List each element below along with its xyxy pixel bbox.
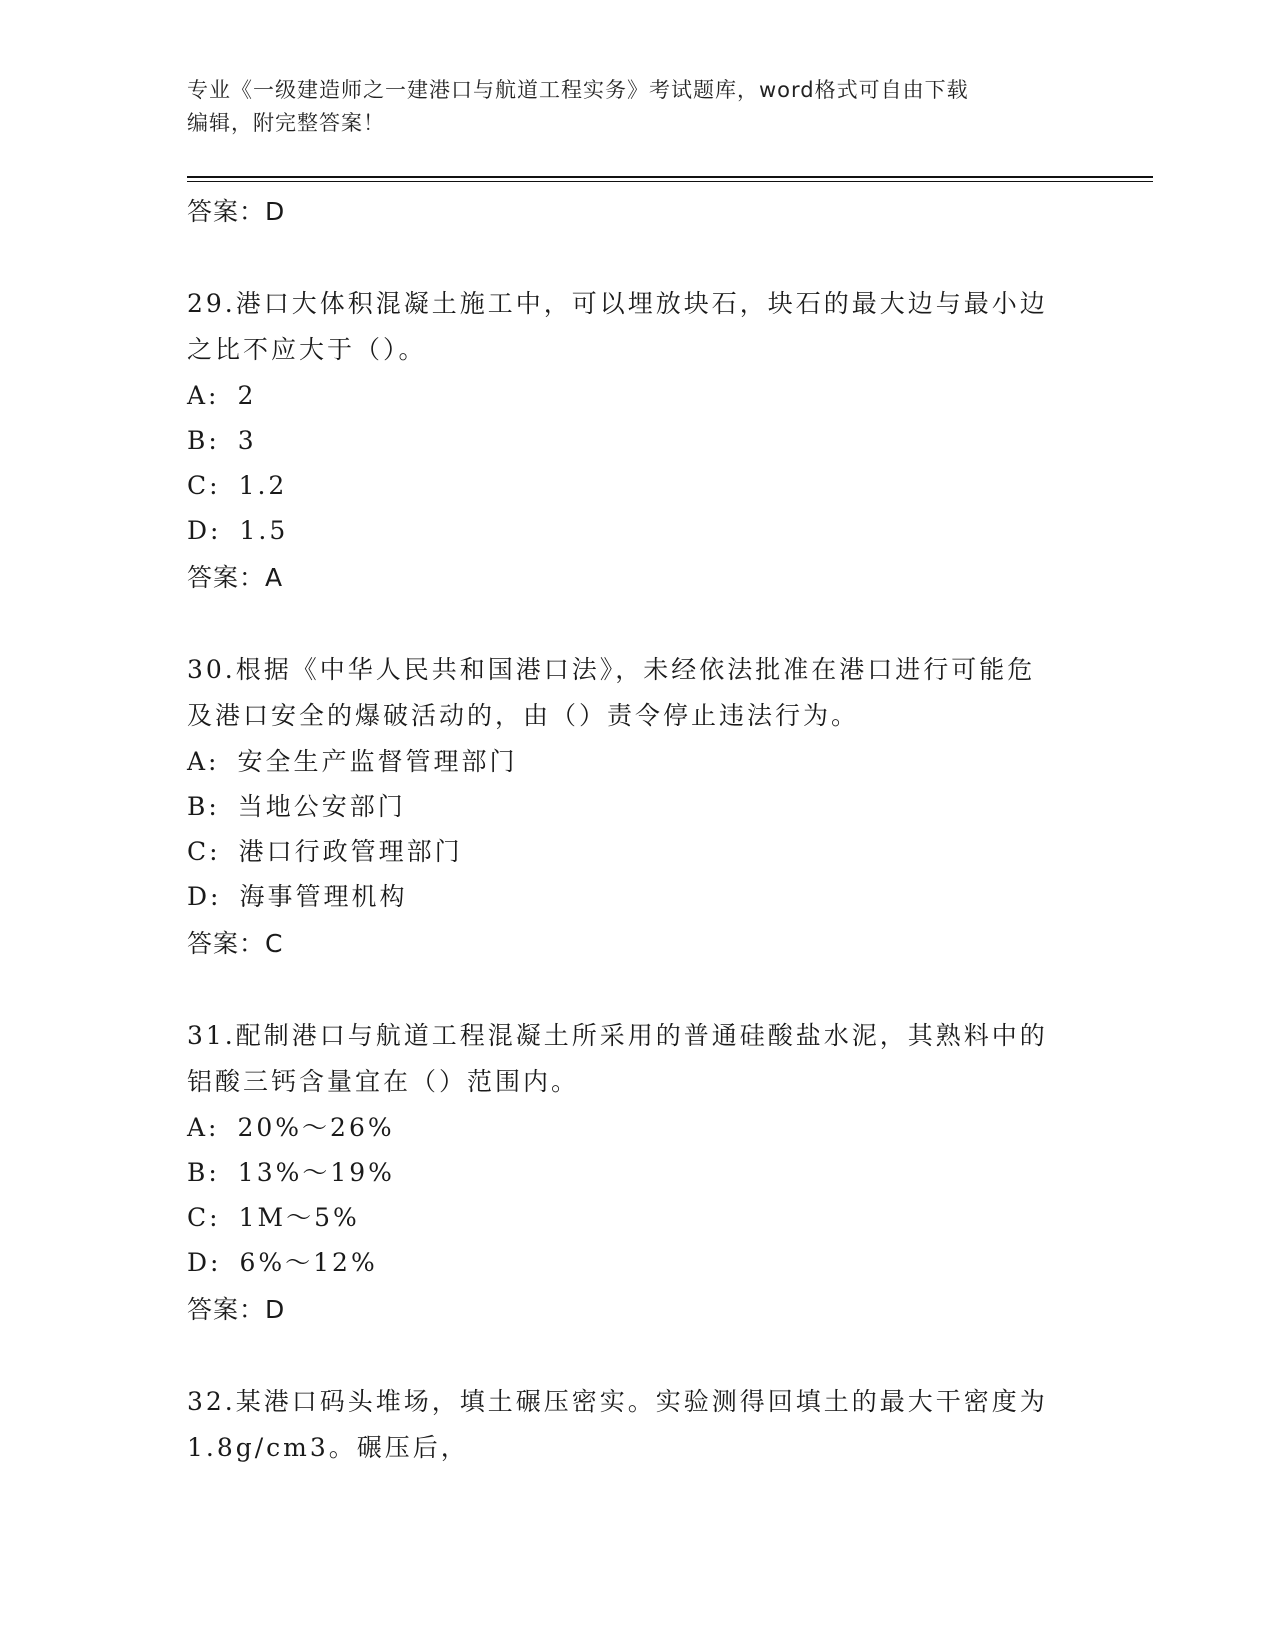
option-value: 2 (237, 381, 257, 410)
option-value: 6%～12% (239, 1248, 378, 1277)
option-value: 13%～19% (237, 1158, 395, 1187)
header-divider-thick (187, 176, 1153, 178)
option-d (187, 1240, 1087, 1285)
option-value: 3 (237, 426, 257, 455)
option-key: A: (187, 381, 220, 410)
option-value: 20%～26% (237, 1113, 395, 1142)
option-key: D: (187, 882, 222, 911)
option-value: 当地公安部门 (237, 792, 406, 821)
option-key: C: (187, 1203, 221, 1232)
option-a (187, 739, 1087, 784)
header-divider-thin (187, 181, 1153, 182)
question-line-1: 31.配制港口与航道工程混凝土所采用的普通硅酸盐水泥，其熟料中的 (187, 1021, 1048, 1050)
option-key: A: (187, 747, 220, 776)
header-line-1: 专业《一级建造师之一建港口与航道工程实务》考试题库，word格式可自由下载 (187, 78, 969, 102)
question-text (187, 1013, 1087, 1105)
option-value: 1.2 (238, 471, 288, 500)
option-key: B: (187, 426, 220, 455)
option-b (187, 784, 1087, 829)
question-line-1: 29.港口大体积混凝土施工中，可以埋放块石，块石的最大边与最小边 (187, 289, 1048, 318)
answer: 答案：A (187, 563, 284, 592)
question-line-2: 之比不应大于（）。 (187, 335, 427, 364)
option-key: A: (187, 1113, 220, 1142)
question-line-2: 铝酸三钙含量宜在（）范围内。 (187, 1067, 580, 1096)
option-value: 1M～5% (238, 1203, 360, 1232)
option-key: C: (187, 471, 221, 500)
option-c (187, 463, 1087, 508)
option-a (187, 1105, 1087, 1150)
option-key: D: (187, 516, 222, 545)
option-key: B: (187, 792, 220, 821)
option-c (187, 829, 1087, 874)
option-key: C: (187, 837, 221, 866)
question-list (187, 187, 1087, 1471)
option-d (187, 508, 1087, 553)
question-29 (187, 281, 1087, 603)
question-line-1: 32.某港口码头堆场，填土碾压密实。实验测得回填土的最大干密度为 (187, 1387, 1048, 1416)
option-c (187, 1195, 1087, 1240)
question-31 (187, 1013, 1087, 1335)
option-value: 1.5 (239, 516, 289, 545)
previous-answer: 答案：D (187, 197, 286, 226)
question-line-2: 及港口安全的爆破活动的，由（）责令停止违法行为。 (187, 701, 860, 730)
document-header (187, 74, 1067, 140)
question-text (187, 1379, 1087, 1471)
question-line-1: 30.根据《中华人民共和国港口法》，未经依法批准在港口进行可能危 (187, 655, 1036, 684)
question-text (187, 647, 1087, 739)
option-key: B: (187, 1158, 220, 1187)
option-b (187, 418, 1087, 463)
question-30 (187, 647, 1087, 969)
answer: 答案：D (187, 1295, 286, 1324)
option-value: 安全生产监督管理部门 (237, 747, 518, 776)
option-value: 港口行政管理部门 (238, 837, 463, 866)
option-d (187, 874, 1087, 919)
question-32 (187, 1379, 1087, 1471)
option-value: 海事管理机构 (239, 882, 408, 911)
answer: 答案：C (187, 929, 284, 958)
header-line-2: 编辑，附完整答案！ (187, 111, 385, 135)
question-text (187, 281, 1087, 373)
option-b (187, 1150, 1087, 1195)
option-key: D: (187, 1248, 222, 1277)
question-line-2: 1.8g/cm3。碾压后， (187, 1433, 469, 1462)
option-a (187, 373, 1087, 418)
